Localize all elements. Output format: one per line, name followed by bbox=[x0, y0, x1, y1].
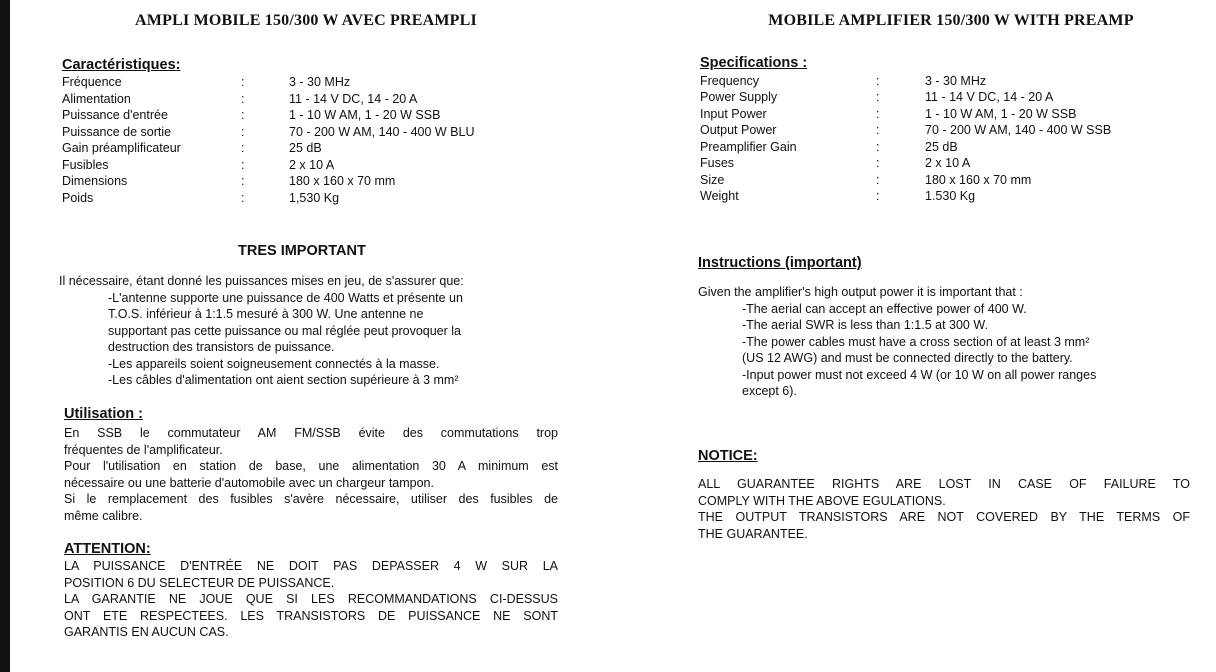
french-usage-line: fréquentes de l'amplificateur. bbox=[64, 442, 223, 457]
french-important-line: -Les appareils soient soigneusement connectés à la masse. bbox=[108, 356, 440, 371]
spec-label: Alimentation bbox=[62, 91, 131, 106]
french-important-line: destruction des transistors de puissance. bbox=[108, 340, 335, 354]
spec-separator: : bbox=[241, 75, 245, 89]
spec-label: Weight bbox=[700, 189, 739, 203]
spec-label: Fuses bbox=[700, 156, 735, 170]
spec-value: 1 - 10 W AM, 1 - 20 W SSB bbox=[925, 106, 1077, 121]
spec-separator: : bbox=[241, 190, 245, 205]
spec-separator: : bbox=[241, 124, 245, 139]
spec-separator: : bbox=[241, 141, 245, 155]
english-notice-heading: NOTICE: bbox=[698, 448, 758, 464]
spec-separator: : bbox=[241, 108, 245, 122]
spec-value: 70 - 200 W AM, 140 - 400 W BLU bbox=[289, 124, 475, 139]
french-important-heading: TRES IMPORTANT bbox=[238, 243, 366, 259]
spec-value: 1.530 Kg bbox=[925, 189, 976, 203]
english-notice-line: THE OUTPUT TRANSISTORS ARE NOT COVERED BY THE TERMS OF bbox=[698, 510, 1190, 524]
english-instructions-line: except 6). bbox=[742, 384, 797, 398]
english-instructions-line: -The power cables must have a cross section of at least 3 mm² bbox=[742, 334, 1090, 349]
spec-label: Size bbox=[700, 172, 725, 187]
spec-label: Fréquence bbox=[62, 75, 122, 89]
french-important-line: T.O.S. inférieur à 1:1.5 mesuré à 300 W. Une antenne ne bbox=[108, 307, 424, 321]
english-instructions-line: -Input power must not exceed 4 W (or 10 W on all power ranges bbox=[742, 367, 1097, 382]
french-usage-line: nécessaire ou une batterie d'automobile avec un chargeur tampon. bbox=[64, 475, 434, 490]
spec-label: Fusibles bbox=[62, 157, 109, 172]
spec-value: 70 - 200 W AM, 140 - 400 W SSB bbox=[925, 123, 1112, 137]
spec-separator: : bbox=[241, 174, 245, 188]
french-attention-line: LA GARANTIE NE JOUE QUE SI LES RECOMMANDATIONS CI-DESSUS bbox=[64, 592, 558, 606]
spec-value: 25 dB bbox=[289, 141, 322, 155]
spec-separator: : bbox=[876, 106, 880, 121]
french-usage-line: Si le remplacement des fusibles s'avère nécessaire, utiliser des fusibles de bbox=[64, 492, 558, 506]
spec-value: 11 - 14 V DC, 14 - 20 A bbox=[925, 90, 1054, 104]
spec-label: Puissance de sortie bbox=[62, 124, 172, 139]
spec-value: 1 - 10 W AM, 1 - 20 W SSB bbox=[289, 108, 441, 122]
french-title: AMPLI MOBILE 150/300 W AVEC PREAMPLI bbox=[135, 12, 477, 29]
spec-separator: : bbox=[876, 189, 880, 203]
french-important-line: -L'antenne supporte une puissance de 400 Watts et présente un bbox=[108, 290, 463, 305]
french-usage-heading: Utilisation : bbox=[64, 406, 143, 422]
french-attention-line: LA PUISSANCE D'ENTRÉE NE DOIT PAS DEPASSER 4 W SUR LA bbox=[64, 559, 558, 573]
english-instructions-line: (US 12 AWG) and must be connected directly to the battery. bbox=[742, 351, 1073, 365]
spec-label: Output Power bbox=[700, 123, 777, 137]
spec-value: 11 - 14 V DC, 14 - 20 A bbox=[289, 91, 418, 106]
french-important-intro: Il nécessaire, étant donné les puissances mises en jeu, de s'assurer que: bbox=[59, 274, 464, 288]
spec-value: 3 - 30 MHz bbox=[289, 75, 351, 89]
spec-label: Preamplifier Gain bbox=[700, 139, 797, 154]
spec-label: Poids bbox=[62, 190, 94, 205]
french-usage-line: Pour l'utilisation en station de base, une alimentation 30 A minimum est bbox=[64, 459, 558, 473]
english-title: MOBILE AMPLIFIER 150/300 W WITH PREAMP bbox=[768, 12, 1134, 29]
spec-separator: : bbox=[876, 156, 880, 170]
french-important-line: supportant pas cette puissance ou mal réglée peut provoquer la bbox=[108, 323, 462, 338]
french-usage-line: En SSB le commutateur AM FM/SSB évite des commutations trop bbox=[64, 426, 558, 440]
spec-value: 2 x 10 A bbox=[289, 157, 335, 172]
spec-value: 1,530 Kg bbox=[289, 190, 340, 205]
spec-separator: : bbox=[876, 90, 880, 104]
english-instructions-heading: Instructions (important) bbox=[698, 255, 862, 271]
spec-separator: : bbox=[876, 139, 880, 154]
french-attention-line: POSITION 6 DU SELECTEUR DE PUISSANCE. bbox=[64, 575, 335, 590]
spec-value: 2 x 10 A bbox=[925, 156, 971, 170]
spec-label: Puissance d'entrée bbox=[62, 108, 168, 122]
english-notice-line: COMPLY WITH THE ABOVE EGULATIONS. bbox=[698, 493, 946, 508]
spec-value: 25 dB bbox=[925, 139, 958, 154]
english-specs-heading: Specifications : bbox=[700, 55, 808, 71]
spec-label: Gain préamplificateur bbox=[62, 141, 181, 155]
english-notice-line: ALL GUARANTEE RIGHTS ARE LOST IN CASE OF FAILURE TO bbox=[698, 477, 1190, 491]
french-attention-heading: ATTENTION: bbox=[64, 541, 151, 557]
french-attention-line: ONT ETE RESPECTEES. LES TRANSISTORS DE PUISSANCE NE SONT bbox=[64, 608, 558, 623]
french-attention-line: GARANTIS EN AUCUN CAS. bbox=[64, 625, 229, 639]
spec-value: 3 - 30 MHz bbox=[925, 73, 987, 88]
english-instructions-line: -The aerial can accept an effective power of 400 W. bbox=[742, 301, 1027, 316]
english-notice-line: THE GUARANTEE. bbox=[698, 526, 808, 541]
spec-label: Dimensions bbox=[62, 174, 128, 188]
spec-label: Frequency bbox=[700, 73, 760, 88]
english-instructions-line: -The aerial SWR is less than 1:1.5 at 300 W. bbox=[742, 318, 988, 332]
spec-separator: : bbox=[876, 123, 880, 137]
spec-separator: : bbox=[241, 91, 245, 106]
scan-edge-bar bbox=[0, 0, 10, 672]
french-important-line: -Les câbles d'alimentation ont aient section supérieure à 3 mm² bbox=[108, 373, 459, 387]
spec-value: 180 x 160 x 70 mm bbox=[289, 174, 396, 188]
spec-separator: : bbox=[876, 172, 880, 187]
french-specs-heading: Caractéristiques: bbox=[62, 57, 181, 73]
spec-value: 180 x 160 x 70 mm bbox=[925, 172, 1032, 187]
english-instructions-intro: Given the amplifier's high output power it is important that : bbox=[698, 285, 1023, 299]
spec-label: Input Power bbox=[700, 106, 767, 121]
spec-separator: : bbox=[241, 157, 245, 172]
french-usage-line: même calibre. bbox=[64, 508, 143, 523]
spec-label: Power Supply bbox=[700, 90, 778, 104]
spec-separator: : bbox=[876, 73, 880, 88]
